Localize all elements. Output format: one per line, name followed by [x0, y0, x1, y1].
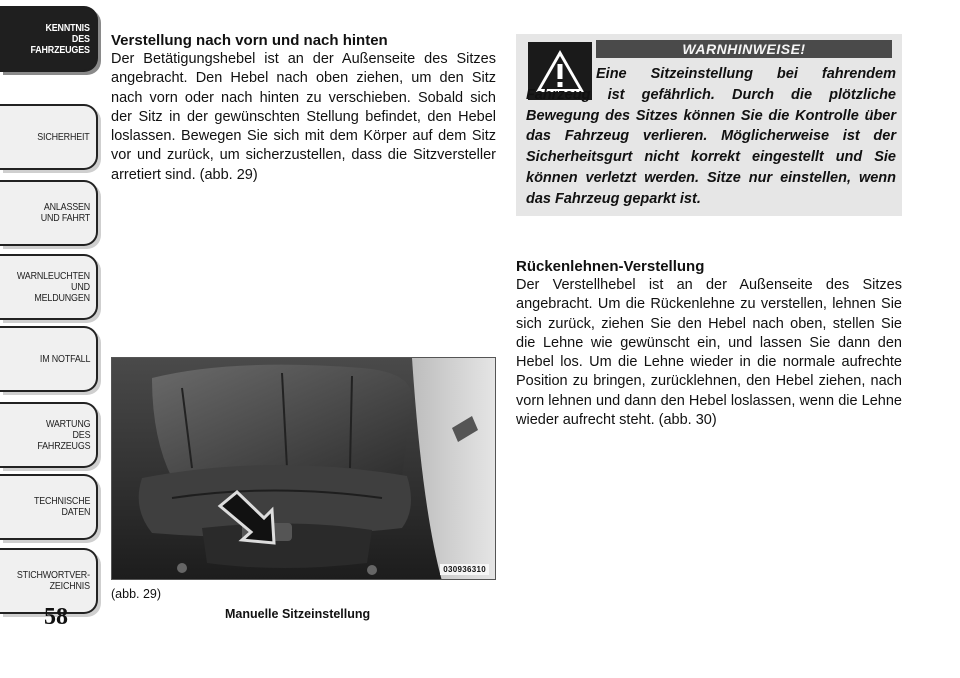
section-heading: Verstellung nach vorn und nach hinten: [111, 32, 388, 49]
tab-label: WARNLEUCHTEN UND MELDUNGEN: [16, 269, 90, 304]
tab-label: IM NOTFALL: [39, 352, 90, 365]
tab-im-notfall[interactable]: [0, 326, 98, 392]
tab-warnleuchten-und-meldungen[interactable]: [0, 254, 98, 320]
tab-sicherheit[interactable]: [0, 104, 98, 170]
figure-code: 030936310: [440, 564, 489, 575]
section-seat-fore-aft: [111, 32, 496, 185]
page-number: 58: [44, 604, 68, 630]
tab-label: STICHWORTVER- ZEICHNIS: [17, 569, 90, 592]
section-body: Der Betätigungshebel ist an der Außenseite des Sitzes angebracht. Den Hebel nach oben ziehen, um den Sitz nach vorn oder nach hinten zu verschieben. Sobald sich der Sitz in der gewünschten Stellung befindet, den Hebel loslassen. Bewegen Sie sich mit dem Körper auf dem Sitz vor und zurück, um sicherzustellen, dass die Sitzversteller arretiert sind. (abb. 29): [111, 51, 496, 183]
tab-kenntnis-des-fahrzeuges[interactable]: [0, 6, 98, 72]
warning-text: Eine Sitzeinstellung bei fahrendem Fahrzeug ist gefährlich. Durch die plötzliche Bewegung des Sitzes können Sie die Kontrolle über das Fahrzeug verlieren. Möglicherweise ist der Sicherheitsgurt nicht korrekt eingestellt und Sie können verletzt werden. Sitze nur einstellen, wenn das Fahrzeug geparkt ist.: [526, 66, 896, 207]
tab-label: WARTUNG DES FAHRZEUGS: [36, 417, 90, 452]
section-backrest-adjustment: [516, 258, 902, 430]
seat-illustration: [111, 357, 496, 580]
figure-caption: Manuelle Sitzeinstellung: [225, 607, 371, 621]
tab-label: ANLASSEN UND FAHRT: [40, 201, 90, 224]
tab-technische-daten[interactable]: [0, 474, 98, 540]
tab-anlassen-und-fahrt[interactable]: [0, 180, 98, 246]
figure-reference: (abb. 29): [111, 587, 162, 601]
tab-label: KENNTNIS DES FAHRZEUGES: [30, 21, 90, 56]
tab-label: SICHERHEIT: [37, 130, 90, 143]
tab-wartung-des-fahrzeugs[interactable]: [0, 402, 98, 468]
warning-title: WARNHINWEISE!: [596, 40, 892, 58]
warning-box: [516, 34, 902, 216]
section-heading: Rückenlehnen-Verstellung: [516, 258, 705, 275]
seat-photo: [112, 358, 496, 580]
section-body: Der Verstellhebel ist an der Außenseite des Sitzes angebracht. Um die Rückenlehne zu verstellen, lehnen Sie sich zurück, ziehen Sie den Hebel nach oben, stellen Sie die Lehne wie gewünscht ein, und lassen Sie dann den Hebel los. Um die Lehne wieder in die normale aufrechte Position zu bringen, zurücklehnen, den Hebel ziehen, nach vorn lehnen und dann den Hebel loslassen, wenn die Lehne wieder aufrecht steht. (abb. 30): [516, 277, 902, 429]
tab-label: TECHNISCHE DATEN: [33, 495, 90, 518]
